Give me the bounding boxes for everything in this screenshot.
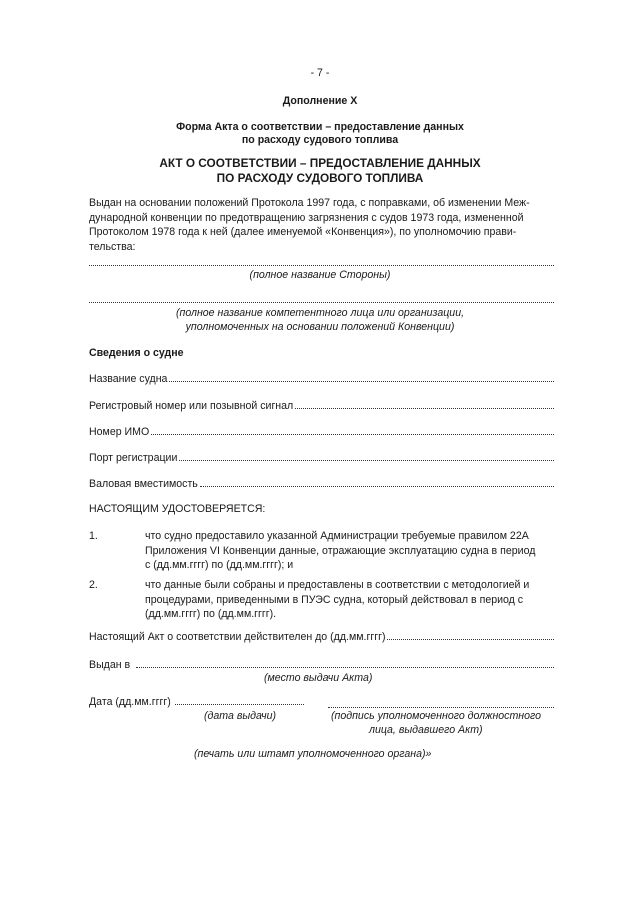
dotted-leader xyxy=(169,381,554,382)
issued-at-field[interactable] xyxy=(89,659,554,671)
registry-number-field[interactable] xyxy=(89,400,554,412)
gross-tonnage-field[interactable] xyxy=(89,478,554,490)
intro-line: дународной конвенции по предотвращению загрязнения с судов 1973 года, измененной xyxy=(89,211,524,224)
dotted-leader xyxy=(175,704,304,705)
dotted-leader xyxy=(179,460,554,461)
party-name-caption: (полное название Стороны) xyxy=(249,269,391,281)
validity-date-field[interactable] xyxy=(89,631,554,643)
certify-heading: НАСТОЯЩИМ УДОСТОВЕРЯЕТСЯ: xyxy=(89,503,266,515)
form-title-line2: по расходу судового топлива xyxy=(241,134,399,146)
imo-number-field[interactable] xyxy=(89,426,554,438)
act-title-line2: ПО РАСХОДУ СУДОВОГО ТОПЛИВА xyxy=(216,171,424,185)
organization-name-field[interactable] xyxy=(89,302,554,303)
port-of-registry-field[interactable] xyxy=(89,452,554,464)
dotted-leader xyxy=(200,486,554,487)
intro-line: Выдан на основании положений Протокола 1997 года, с поправками, об изменении Меж- xyxy=(89,197,530,209)
item-line: Приложения VI Конвенции данные, отражающие эксплуатацию судна в период xyxy=(145,544,536,557)
issued-at-caption: (место выдачи Акта) xyxy=(264,672,373,684)
issue-date-caption: (дата выдачи) xyxy=(204,710,277,722)
ship-name-label: Название судна xyxy=(89,373,168,385)
dotted-leader xyxy=(295,408,554,409)
port-of-registry-label: Порт регистрации xyxy=(89,452,178,464)
item-line: с (дд.мм.гггг) по (дд.мм.гггг); и xyxy=(145,559,294,571)
certify-item-2 xyxy=(145,579,555,623)
page-number: - 7 - xyxy=(310,67,330,79)
intro-paragraph xyxy=(89,197,559,255)
item-line: что судно предоставило указанной Администрации требуемые правилом 22А xyxy=(145,530,529,542)
gross-tonnage-label: Валовая вместимость xyxy=(89,478,198,490)
item-number: 1. xyxy=(89,530,98,542)
ship-section-heading: Сведения о судне xyxy=(89,347,184,359)
dotted-leader xyxy=(151,434,554,435)
validity-date-label: Настоящий Акт о соответствии действителен до (дд.мм.гггг) xyxy=(89,631,386,643)
intro-line: тельства: xyxy=(89,240,136,253)
form-title-line1: Форма Акта о соответствии – предоставление данных xyxy=(176,121,464,133)
seal-caption: (печать или штамп уполномоченного органа)» xyxy=(194,748,432,760)
item-line: процедурами, приведенными в ПУЭС судна, который действовал в период с xyxy=(145,593,524,606)
certify-item-1 xyxy=(145,530,555,574)
organization-caption-line2: уполномоченных на основании положений Конвенции) xyxy=(185,321,455,333)
signature-caption-line2: лица, выдавшего Акт) xyxy=(369,724,483,736)
imo-number-label: Номер ИМО xyxy=(89,426,150,438)
ship-name-field[interactable] xyxy=(89,373,554,385)
registry-number-label: Регистровый номер или позывной сигнал xyxy=(89,400,294,412)
item-line: что данные были собраны и предоставлены в соответствии с методологией и xyxy=(145,579,530,591)
signature-field[interactable] xyxy=(328,707,554,708)
dotted-leader xyxy=(387,639,554,640)
organization-caption-line1: (полное название компетентного лица или организации, xyxy=(175,307,465,319)
intro-line: Протоколом 1978 года к ней (далее именуемой «Конвенция»), по уполномочию прави- xyxy=(89,226,517,238)
issue-date-label: Дата (дд.мм.гггг) xyxy=(89,696,171,708)
act-title-line1: АКТ О СООТВЕТСТВИИ – ПРЕДОСТАВЛЕНИЕ ДАННЫХ xyxy=(159,156,481,170)
issued-at-label: Выдан в xyxy=(89,659,131,671)
dotted-leader xyxy=(136,667,554,668)
party-name-field[interactable] xyxy=(89,265,554,266)
item-line: (дд.мм.гггг) по (дд.мм.гггг). xyxy=(145,608,277,620)
signature-caption-line1: (подпись уполномоченного должностного xyxy=(331,710,542,722)
appendix-title: Дополнение X xyxy=(282,95,358,107)
item-number: 2. xyxy=(89,579,98,591)
issue-date-field[interactable] xyxy=(89,696,304,708)
